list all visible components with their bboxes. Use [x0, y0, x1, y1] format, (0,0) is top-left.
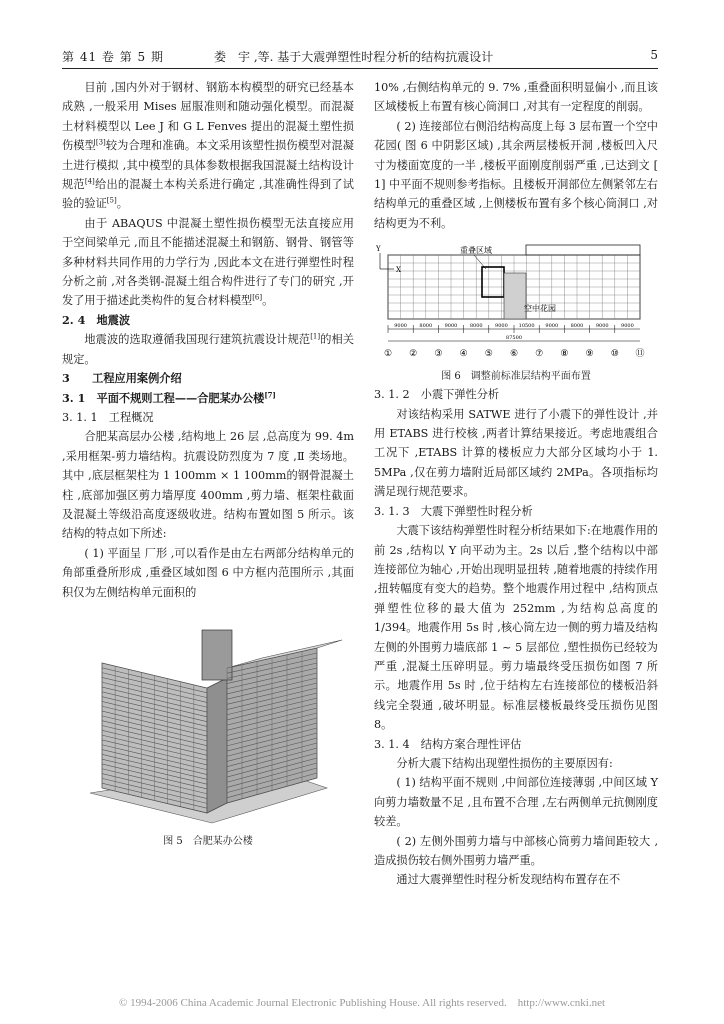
- paragraph: 合肥某高层办公楼 ,结构地上 26 层 ,总高度为 99. 4m ,采用框架-剪力墙结构。抗震设防烈度为 7 度 ,Ⅱ 类场地。其中 ,底层框架柱为 1 100mm × 1 100mm的钢骨混凝土柱 ,底部加强区剪力墙厚度 400mm ,剪力墙、框架柱截面及混凝土等级沿高度逐级收进。结构布置如图 5 所示。该结构的特点如下所述:: [62, 430, 354, 541]
- dimension-label: 8000: [469, 323, 483, 330]
- axis-bubble: ⑥: [509, 349, 519, 360]
- sky-garden-label: 空中花园: [524, 304, 556, 314]
- dimension-label: 9000: [394, 323, 407, 330]
- section-heading: 3 工程应用案例介绍: [62, 371, 182, 386]
- axis-bubble: ②: [409, 349, 418, 360]
- paragraph: 目前 ,国内外对于钢材、钢筋本构模型的研究已经基本成熟 ,一般采用 Mises 屈服准则和随动强化模型。而混凝土材料模型以 Lee J 和 G L Fenves 提出的混凝土塑性损伤模型[3]较为合理和准确。本文采用该塑性损伤模型对混凝土进行模拟 ,其中模型的具体参数根据我国混凝土结构设计规范[4]给出的混凝土本构关系进行确定 ,其准确性得到了试验的验证[5]。: [62, 81, 354, 211]
- floor-plan-drawing: [374, 239, 658, 365]
- axis-x-label: X: [396, 266, 401, 275]
- paragraph: 地震波的选取遵循我国现行建筑抗震设计规范[1]的相关规定。: [62, 332, 354, 366]
- subsubsection-heading: 3. 1. 4 结构方案合理性评估: [374, 737, 522, 751]
- sky-garden-area: [504, 273, 526, 319]
- right-column: [374, 78, 658, 890]
- paragraph: 通过大震弹塑性时程分析发现结构布置存在不: [396, 873, 621, 887]
- axis-bubble: ①: [383, 349, 393, 360]
- axis-bubble: ⑧: [560, 349, 569, 360]
- subsubsection-heading: 3. 1. 2 小震下弹性分析: [374, 388, 500, 402]
- dimension-label: 8000: [419, 323, 433, 330]
- page-number: 5: [650, 48, 658, 62]
- paragraph: ( 2) 连接部位右侧沿结构高度上每 3 层布置一个空中花园( 图 6 中阴影区域) ,其余两层楼板开洞 ,楼板凹入尺寸为楼面宽度的一半 ,楼板平面刚度削弱严重 ,已达到文 [ 1] 中平面不规则参考指标。且楼板开洞部位左侧紧邻左右结构单元的重叠区域 ,上侧楼板布置有多个核心筒洞口 ,对结构更为不利。: [374, 119, 658, 230]
- figure-5-caption: 图 5 合肥某办公楼: [163, 835, 253, 847]
- journal-volume: 第 41 卷 第 5 期: [62, 50, 164, 64]
- figure-6-floor-plan: [374, 239, 658, 365]
- building-3d-render: [62, 608, 354, 830]
- axis-bubble: ⑦: [535, 349, 544, 360]
- axis-bubble: ③: [434, 349, 443, 360]
- paragraph: ( 1) 结构平面不规则 ,中间部位连接薄弱 ,中间区域 Y 向剪力墙数量不足 ,且布置不合理 ,左右两侧单元抗侧刚度较差。: [374, 776, 658, 829]
- paragraph: 大震下该结构弹塑性时程分析结果如下:在地震作用的前 2s ,结构以 Y 向平动为主。2s 以后 ,整个结构以中部连接部位为轴心 ,开始出现明显扭转 ,随着地震的持续作用 ,扭转幅度有变大的趋势。整个地震作用过程中 ,结构顶点弹塑性位移的最大值为 252mm ,为结构总高度的 1/394。地震作用 5s 时 ,核心筒左边一侧的剪力墙及结构左侧的外围剪力墙底部 1 ~ 5 层部位 ,塑性损伤已经较为严重 ,混凝土压碎明显。剪力墙最终受压损伤如图 7 所示。地震作用 5s 时 ,位于结构左右连接部位的楼板沿斜线完全裂通 ,破坏明显。标准层楼板最终受压损伤见图 8。: [374, 524, 658, 732]
- axis-bubble: ⑩: [610, 349, 619, 360]
- paragraph: 对该结构采用 SATWE 进行了小震下的弹性设计 ,并用 ETABS 进行校核 ,两者计算结果接近。考虑地震组合工况下 ,ETABS 计算的楼板应力大部分区域均小于 1. 5MPa ,仅在剪力墙附近局部区域约 2MPa。各项指标均满足现行规范要求。: [374, 407, 658, 499]
- running-header: [62, 44, 658, 69]
- axis-bubble: ④: [459, 349, 468, 360]
- paragraph: ( 2) 左侧外围剪力墙与中部核心筒剪力墙间距较大 ,造成损伤较右侧外围剪力墙严重。: [374, 834, 658, 867]
- dimension-label: 8000: [570, 323, 584, 330]
- subsection-heading: 3. 1 平面不规则工程——合肥某办公楼[7]: [62, 389, 276, 405]
- subsubsection-heading: 3. 1. 1 工程概况: [62, 410, 154, 424]
- paragraph: 由于 ABAQUS 中混凝土塑性损伤模型无法直接应用于空间梁单元 ,而且不能描述混凝土和钢筋、钢骨、钢管等多种材料共同作用的力学行为 ,因此本文在进行弹塑性时程分析之前 ,对各类钢-混凝土组合构件进行了专门的研究 ,开发了用于描述此类构件的复合材料模型[6]。: [62, 216, 354, 308]
- section-heading: 2. 4 地震波: [62, 312, 131, 327]
- axis-y-label: Y: [376, 245, 381, 254]
- dimension-label: 9000: [495, 323, 508, 330]
- figure-6-caption: 图 6 调整前标准层结构平面布置: [441, 371, 591, 383]
- copyright-footer: © 1994-2006 China Academic Journal Electronic Publishing House. All rights reserved. http://www.cnki.net: [118, 997, 606, 1009]
- left-column: [62, 78, 354, 850]
- dimension-label: 9000: [595, 323, 609, 330]
- subsubsection-heading: 3. 1. 3 大震下弹塑性时程分析: [374, 504, 533, 518]
- figure-5-building-model: [62, 608, 354, 830]
- paragraph: 10% ,右侧结构单元的 9. 7% ,重叠面积明显偏小 ,而且该区域楼板上布置有核心筒洞口 ,对其有一定程度的削弱。: [374, 81, 658, 114]
- dimension-label: 10500: [518, 323, 535, 330]
- running-title: 娄 宇 ,等. 基于大震弹塑性时程分析的结构抗震设计: [214, 50, 494, 64]
- paragraph: 分析大震下结构出现塑性损伤的主要原因有:: [396, 756, 613, 770]
- dimension-label: 9000: [545, 323, 559, 330]
- axis-bubble: ⑨: [585, 349, 594, 360]
- axis-bubble: ⑤: [484, 349, 493, 360]
- axis-bubble: ⑪: [635, 349, 645, 360]
- dimension-label: 9000: [444, 323, 458, 330]
- overlap-label: 重叠区域: [460, 246, 492, 256]
- total-dimension: 87500: [506, 335, 522, 342]
- paragraph: ( 1) 平面呈 厂形 ,可以看作是由左右两部分结构单元的角部重叠所形成 ,重叠区域如图 6 中方框内范围所示 ,其面积仅为左侧结构单元面积的: [62, 546, 354, 599]
- dimension-label: 9000: [621, 323, 634, 330]
